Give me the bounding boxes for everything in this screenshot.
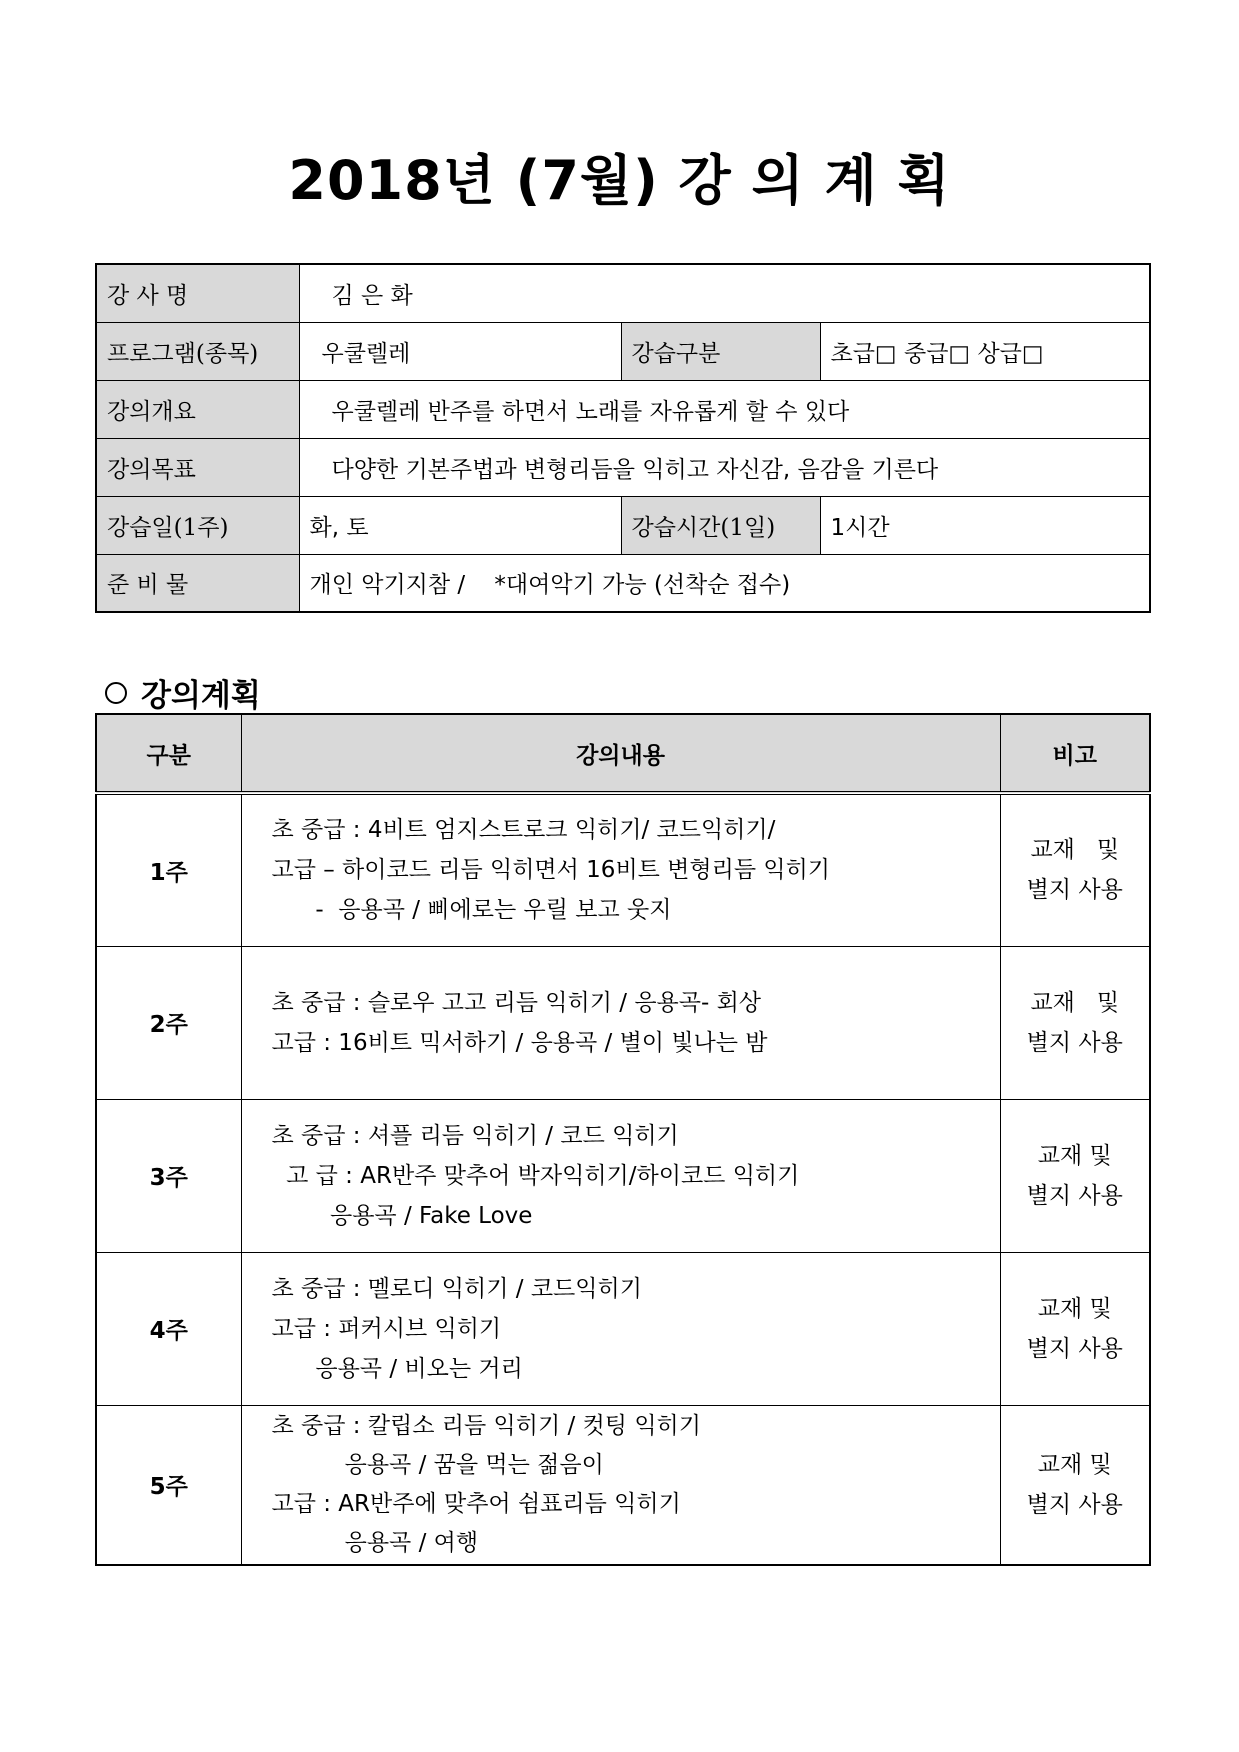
note-cell xyxy=(1000,1099,1150,1252)
week-cell: 2주 xyxy=(96,946,241,1099)
overview-label: 강의개요 xyxy=(96,380,299,438)
content-line: 고급 – 하이코드 리듬 익히면서 16비트 변형리듬 익히기 xyxy=(271,857,831,884)
goal-row xyxy=(96,438,1150,496)
prep-label: 준 비 물 xyxy=(96,554,299,612)
note-line: 별지 사용 xyxy=(1026,1335,1123,1362)
content-cell xyxy=(241,1405,1000,1565)
note-line: 별지 사용 xyxy=(1026,1029,1123,1056)
prep-value: 개인 악기지참 / *대여악기 가능 (선착순 접수) xyxy=(299,554,1150,612)
days-value: 화, 토 xyxy=(299,496,621,554)
plan-header-row xyxy=(96,714,1150,793)
note-line: 별지 사용 xyxy=(1026,877,1123,904)
content-cell xyxy=(241,793,1000,946)
content-line: 고급 : 16비트 믹서하기 / 응용곡 / 별이 빛나는 밤 xyxy=(271,1029,768,1056)
table-row xyxy=(96,793,1150,946)
time-label: 강습시간(1일) xyxy=(621,496,820,554)
goal-value: 다양한 기본주법과 변형리듬을 익히고 자신감, 음감을 기른다 xyxy=(299,438,1150,496)
program-value: 우쿨렐레 xyxy=(299,322,621,380)
circle-bullet-icon xyxy=(105,682,127,704)
content-cell xyxy=(241,1099,1000,1252)
table-row xyxy=(96,1405,1150,1565)
goal-label: 강의목표 xyxy=(96,438,299,496)
program-row xyxy=(96,322,1150,380)
week-cell: 3주 xyxy=(96,1099,241,1252)
note-cell xyxy=(1000,1405,1150,1565)
overview-row xyxy=(96,380,1150,438)
table-row xyxy=(96,1252,1150,1405)
week-cell: 1주 xyxy=(96,793,241,946)
note-line: 교재 및 xyxy=(1037,1295,1112,1322)
section-heading xyxy=(105,670,261,715)
note-line: 별지 사용 xyxy=(1026,1491,1123,1518)
content-line: 고급 : 퍼커시브 익히기 xyxy=(271,1315,502,1342)
note-line: 교재 및 xyxy=(1037,1142,1112,1169)
content-line: 초 중급 : 칼립소 리듬 익히기 / 컷팅 익히기 xyxy=(271,1412,701,1439)
content-cell xyxy=(241,1252,1000,1405)
content-line: 응용곡 / 꿈을 먹는 젊음이 xyxy=(271,1451,604,1478)
content-line: - 응용곡 / 삐에로는 우릴 보고 웃지 xyxy=(271,897,672,924)
level-value: 초급□ 중급□ 상급□ xyxy=(820,322,1150,380)
content-line: 고 급 : AR반주 맞추어 박자익히기/하이코드 익히기 xyxy=(271,1162,800,1189)
days-label: 강습일(1주) xyxy=(96,496,299,554)
days-row xyxy=(96,496,1150,554)
note-cell xyxy=(1000,1252,1150,1405)
table-row xyxy=(96,1099,1150,1252)
overview-value: 우쿨렐레 반주를 하면서 노래를 자유롭게 할 수 있다 xyxy=(299,380,1150,438)
section-title: 강의계획 xyxy=(141,678,261,714)
content-cell xyxy=(241,946,1000,1099)
note-cell xyxy=(1000,946,1150,1099)
content-line: 응용곡 / 여행 xyxy=(271,1529,479,1556)
content-line: 응용곡 / Fake Love xyxy=(271,1202,533,1229)
table-row xyxy=(96,946,1150,1099)
instructor-label: 강 사 명 xyxy=(96,264,299,322)
content-line: 고급 : AR반주에 맞추어 쉼표리듬 익히기 xyxy=(271,1490,681,1517)
header-note: 비고 xyxy=(1000,714,1150,793)
note-line: 교재 및 xyxy=(1030,989,1120,1016)
prep-row xyxy=(96,554,1150,612)
header-week: 구분 xyxy=(96,714,241,793)
level-label: 강습구분 xyxy=(621,322,820,380)
instructor-value: 김 은 화 xyxy=(299,264,1150,322)
instructor-row xyxy=(96,264,1150,322)
plan-table xyxy=(95,713,1151,1566)
content-line: 초 중급 : 멜로디 익히기 / 코드익히기 xyxy=(271,1275,642,1302)
note-cell xyxy=(1000,793,1150,946)
page-title: 2018년 (7월) 강 의 계 획 xyxy=(288,149,951,212)
content-line: 초 중급 : 슬로우 고고 리듬 익히기 / 응용곡- 회상 xyxy=(271,989,762,1016)
note-line: 교재 및 xyxy=(1037,1451,1112,1478)
content-line: 응용곡 / 비오는 거리 xyxy=(271,1355,523,1382)
program-label: 프로그램(종목) xyxy=(96,322,299,380)
note-line: 교재 및 xyxy=(1030,837,1120,864)
content-line: 초 중급 : 4비트 엄지스트로크 익히기/ 코드익히기/ xyxy=(271,817,776,844)
header-content: 강의내용 xyxy=(241,714,1000,793)
week-cell: 5주 xyxy=(96,1405,241,1565)
time-value: 1시간 xyxy=(820,496,1150,554)
content-line: 초 중급 : 셔플 리듬 익히기 / 코드 익히기 xyxy=(271,1122,679,1149)
week-cell: 4주 xyxy=(96,1252,241,1405)
info-table xyxy=(95,263,1151,613)
note-line: 별지 사용 xyxy=(1026,1182,1123,1209)
